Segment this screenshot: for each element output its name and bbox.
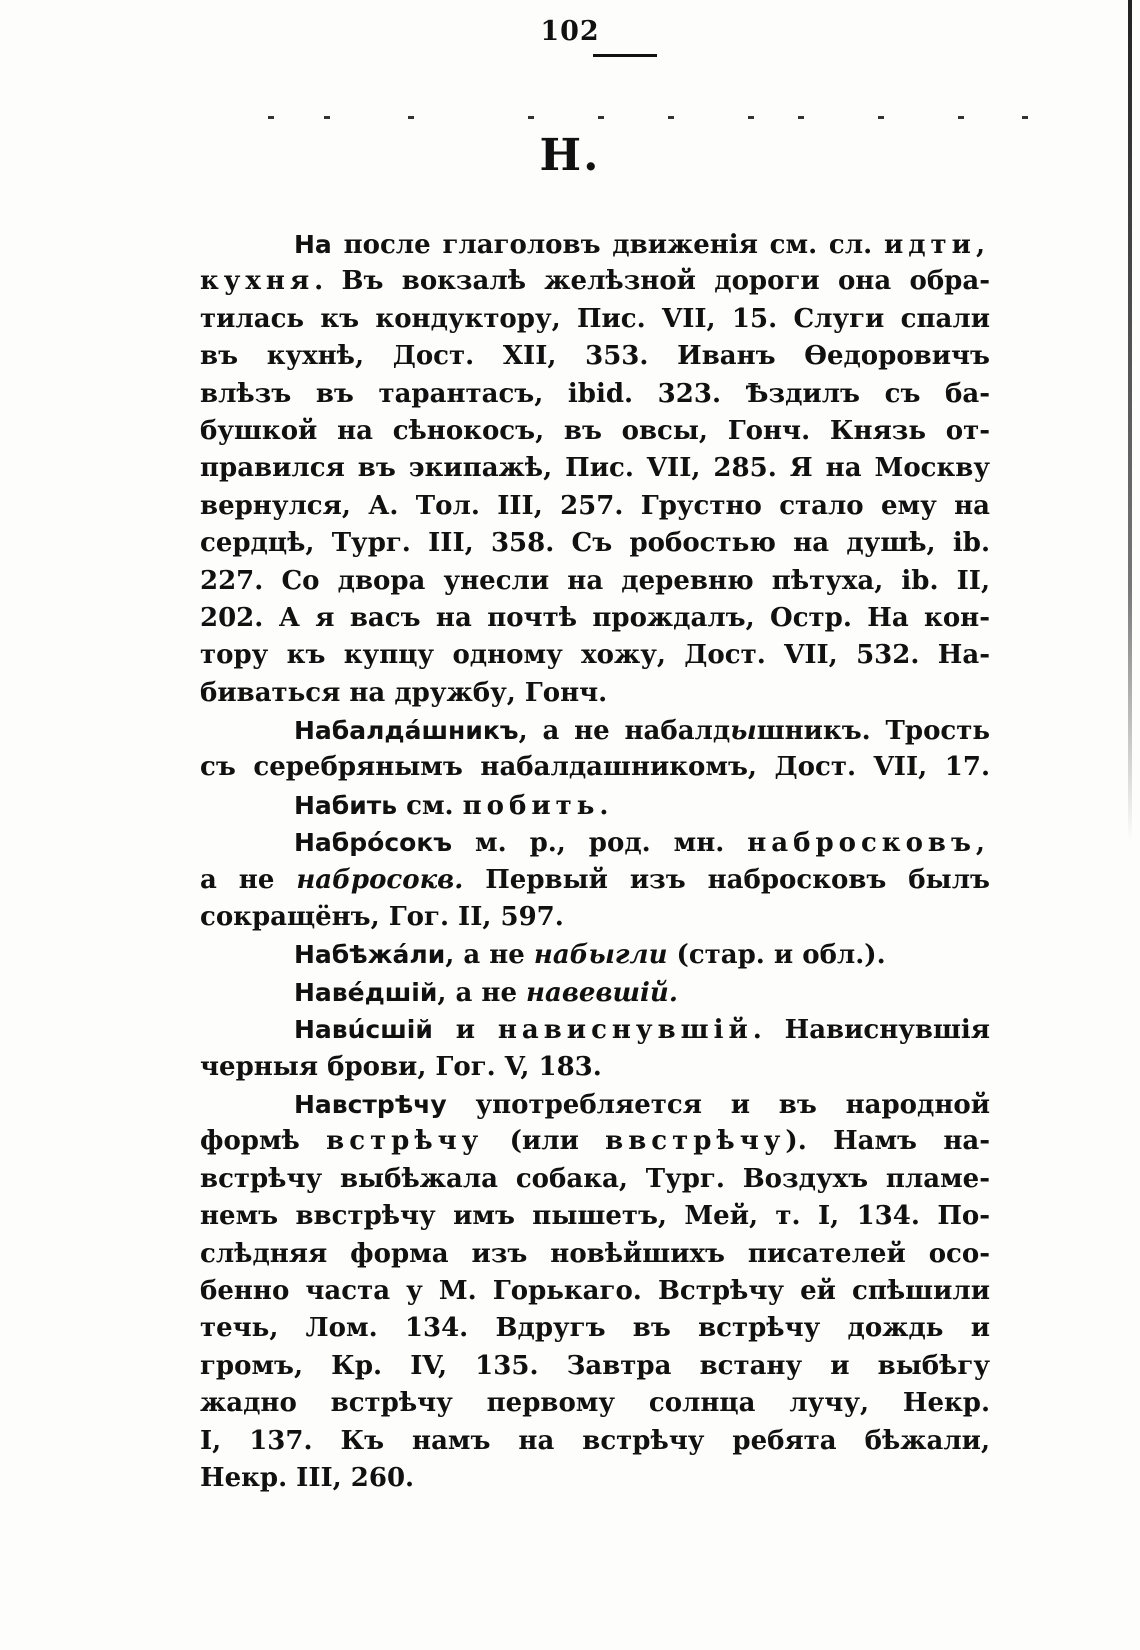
text-line: сердцѣ, Тург. III, 358. Съ робостью на душѣ, ib. — [200, 528, 990, 559]
text-line: Навéдшій, а не навевшій. — [294, 977, 678, 1008]
headword: Набалдáшникъ — [294, 716, 519, 746]
text-line: Некр. III, 260. — [200, 1462, 415, 1493]
text-line: въ кухнѣ, Дост. XII, 353. Иванъ Ѳедоровичъ — [200, 341, 990, 372]
entry-nabrosok — [200, 824, 990, 936]
text-line: биваться на дружбу, Гонч. — [200, 677, 608, 708]
text-line: формѣ встрѣчу (или ввстрѣчу). Намъ на- — [200, 1126, 990, 1157]
headword: На — [294, 230, 332, 259]
entry-nabit — [200, 787, 990, 824]
section-letter: Н. — [539, 130, 601, 181]
entry-nabaldashnik — [200, 712, 990, 787]
text-line: Набить см. побить. — [294, 790, 609, 821]
decorative-dot-row — [268, 116, 1028, 122]
headword: Набить — [294, 790, 398, 820]
headword: Набѣжáли — [294, 940, 446, 970]
text-line: На после глаголовъ движенія см. сл. идти, — [294, 230, 990, 260]
text-line: а не набросокв. Первый изъ набросковъ былъ — [200, 864, 990, 895]
text-line: вернулся, А. Тол. III, 257. Грустно стало ему на — [200, 490, 990, 521]
text-line: правился въ экипажѣ, Пис. VII, 285. Я на Москву — [200, 453, 990, 484]
headword: Навстрѣчу — [294, 1089, 447, 1119]
text-line: жадно встрѣчу первому солнца лучу, Некр. — [200, 1388, 990, 1419]
text-line: Навстрѣчу употребляется и въ народной — [294, 1089, 990, 1120]
text-line: громъ, Кр. IV, 135. Завтра встану и выбѣгу — [200, 1350, 990, 1381]
headword: Навúсшій — [294, 1015, 433, 1045]
text-line: тору къ купцу одному хожу, Дост. VII, 532. На- — [200, 640, 990, 671]
text-line: съ серебрянымъ набалдашникомъ, Дост. VII, 17. — [200, 752, 990, 783]
text-line: сокращёнъ, Гог. II, 597. — [200, 902, 564, 933]
text-line: течь, Лом. 134. Вдругъ въ встрѣчу дождь и — [200, 1313, 990, 1344]
dictionary-text — [200, 226, 990, 1497]
text-line: Навúсшій и нависнувшій. Нависнувшія — [294, 1015, 990, 1046]
entry-navisshiy — [200, 1011, 990, 1086]
text-line: слѣдняя форма изъ новѣйшихъ писателей осо- — [200, 1238, 990, 1269]
headword: Набрóсокъ — [294, 828, 453, 858]
text-line: 227. Со двора унесли на деревню пѣтуха, ib. II, — [200, 565, 990, 596]
text-line: 202. А я васъ на почтѣ прождалъ, Остр. На кон- — [200, 602, 990, 633]
entry-navstrechu — [200, 1086, 990, 1497]
text-line: I, 137. Къ намъ на встрѣчу ребята бѣжали, — [200, 1425, 990, 1456]
page-number: 102 — [540, 16, 600, 47]
text-line: Набалдáшникъ, а не набалдышникъ. Трость — [294, 716, 990, 747]
text-line: тилась къ кондуктору, Пис. VII, 15. Слуги спали — [200, 303, 990, 334]
entry-navedshiy — [200, 974, 990, 1011]
text-line: бенно часта у М. Горькаго. Встрѣчу ей спѣшили — [200, 1275, 990, 1306]
text-line: черныя брови, Гог. V, 183. — [200, 1051, 602, 1082]
page-number-rule — [593, 54, 657, 57]
text-line: кухня. Въ вокзалѣ желѣзной дороги она обра- — [200, 266, 990, 297]
text-line: бушкой на сѣнокосъ, въ овсы, Гонч. Князь от- — [200, 415, 990, 446]
text-line: влѣзъ въ тарантасъ, ibid. 323. Ѣздилъ съ ба- — [200, 378, 990, 409]
text-line: встрѣчу выбѣжала собака, Тург. Воздухъ пламе- — [200, 1163, 990, 1194]
headword: Навéдшій — [294, 977, 438, 1007]
entry-na — [200, 226, 990, 712]
page-edge-line — [1128, 0, 1132, 840]
text-line: Набѣжáли, а не набыгли (стар. и обл.). — [294, 940, 886, 971]
text-line: Набрóсокъ м. р., род. мн. набросковъ, — [294, 828, 990, 859]
entry-nabezhali — [200, 936, 990, 973]
text-line: немъ ввстрѣчу имъ пышетъ, Мей, т. I, 134. По- — [200, 1201, 990, 1232]
